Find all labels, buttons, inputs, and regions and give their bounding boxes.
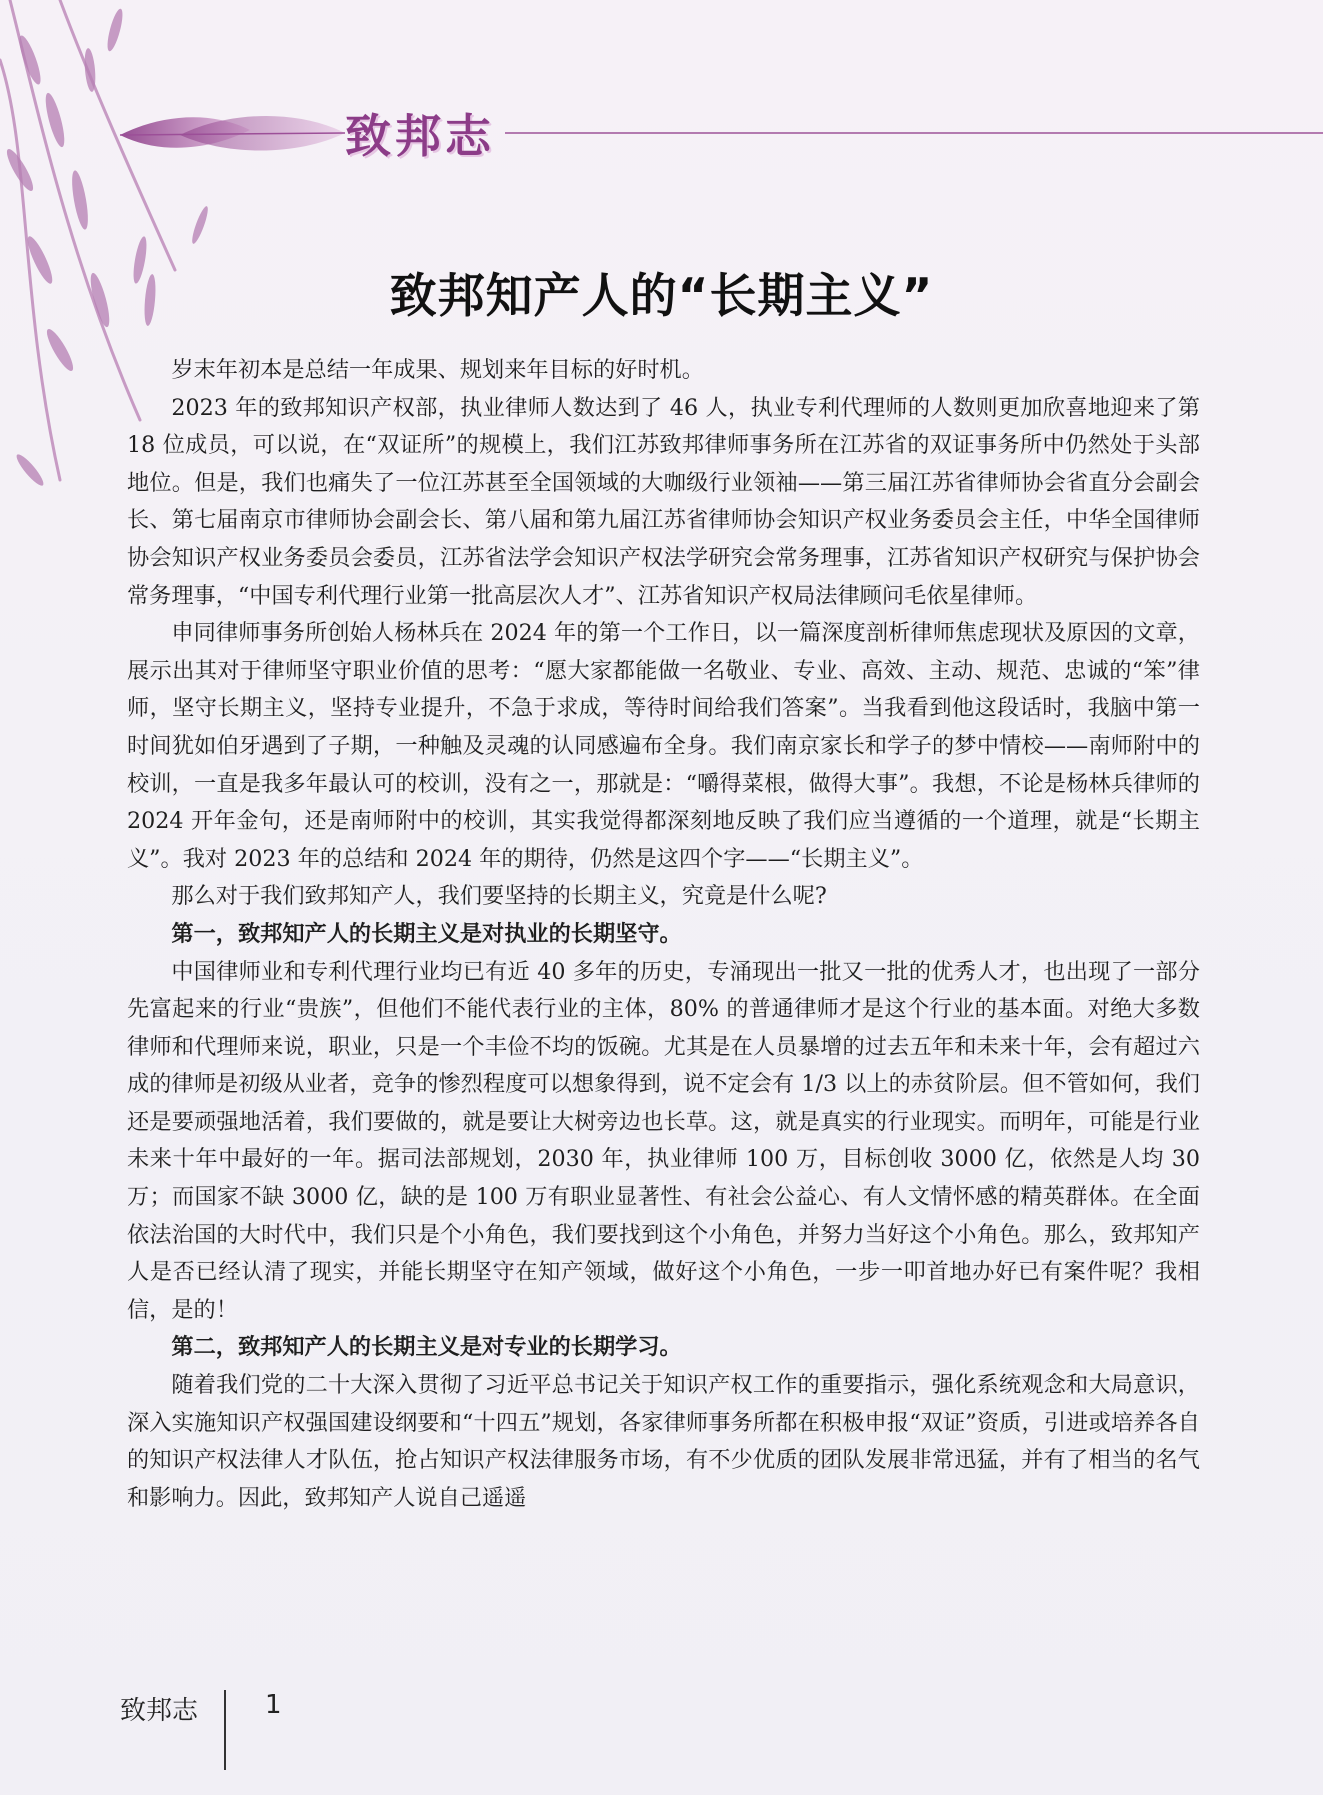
header-divider xyxy=(505,132,1323,134)
paragraph: 中国律师业和专利代理行业均已有近 40 多年的历史，专涌现出一批又一批的优秀人才，也出现了一部分先富起来的行业“贵族”，但他们不能代表行业的主体，80% 的普通律师才是这个行业的基本面。对绝大多数律师和代理师来说，职业，只是一个丰俭不均的饭碗。尤其是在人员暴增的过去五年和未来十年，会有超过六成的律师是初级从业者，竞争的惨烈程度可以想象得到，说不定会有 1/3 以上的赤贫阶层。但不管如何，我们还是要顽强地活着，我们要做的，就是要让大树旁边也长草。这，就是真实的行业现实。而明年，可能是行业未来十年中最好的一年。据司法部规划，2030 年，执业律师 100 万，目标创收 3000 亿，依然是人均 30 万；而国家不缺 3000 亿，缺的是 100 万有职业显著性、有社会公益心、有人文情怀感的精英群体。在全面依法治国的大时代中，我们只是个小角色，我们要找到这个小角色，并努力当好这个小角色。那么，致邦知产人是否已经认清了现实，并能长期坚守在知产领域，做好这个小角色，一步一叩首地办好已有案件呢？我相信，是的！ xyxy=(127,958,1200,1323)
magazine-brand: 致邦志 xyxy=(345,109,495,163)
footer-divider xyxy=(224,1690,226,1770)
footer-brand: 致邦志 xyxy=(120,1696,199,1726)
page-number: 1 xyxy=(265,1690,282,1720)
article-title: 致邦知产人的“长期主义” xyxy=(389,269,934,325)
article-body xyxy=(127,352,1200,1517)
lotus-petal-icon xyxy=(120,105,350,165)
paragraph: 那么对于我们致邦知产人，我们要坚持的长期主义，究竟是什么呢? xyxy=(171,883,827,910)
paragraph: 岁末年初本是总结一年成果、规划来年目标的好时机。 xyxy=(171,357,704,383)
paragraph: 随着我们党的二十大深入贯彻了习近平总书记关于知识产权工作的重要指示，强化系统观念和大局意识，深入实施知识产权强国建设纲要和“十四五”规划，各家律师事务所都在积极申报“双证”资质，引进或培养各自的知识产权法律人才队伍，抢占知识产权法律服务市场，有不少优质的团队发展非常迅猛，并有了相当的名气和影响力。因此，致邦知产人说自己遥遥 xyxy=(127,1372,1200,1511)
section-heading: 第二，致邦知产人的长期主义是对专业的长期学习。 xyxy=(171,1334,682,1361)
paragraph: 2023 年的致邦知识产权部，执业律师人数达到了 46 人，执业专利代理师的人数则更加欣喜地迎来了第 18 位成员，可以说，在“双证所”的规模上，我们江苏致邦律师事务所在江苏省的双证事务所中仍然处于头部地位。但是，我们也痛失了一位江苏甚至全国领域的大咖级行业领袖——第三届江苏省律师协会省直分会副会长、第七届南京市律师协会副会长、第八届和第九届江苏省律师协会知识产权业务委员会主任，中华全国律师协会知识产权业务委员会委员，江苏省法学会知识产权法学研究会常务理事，江苏省知识产权研究与保护协会常务理事，“中国专利代理行业第一批高层次人才”、江苏省知识产权局法律顾问毛依星律师。 xyxy=(127,394,1200,609)
section-heading: 第一，致邦知产人的长期主义是对执业的长期坚守。 xyxy=(171,920,682,947)
paragraph: 申同律师事务所创始人杨林兵在 2024 年的第一个工作日，以一篇深度剖析律师焦虑现状及原因的文章，展示出其对于律师坚守职业价值的思考：“愿大家都能做一名敬业、专业、高效、主动、规范、忠诚的“笨”律师，坚守长期主义，坚持专业提升，不急于求成，等待时间给我们答案”。当我看到他这段话时，我脑中第一时间犹如伯牙遇到了子期，一种触及灵魂的认同感遍布全身。我们南京家长和学子的梦中情校——南师附中的校训，一直是我多年最认可的校训，没有之一，那就是：“嚼得菜根，做得大事”。我想，不论是杨林兵律师的 2024 开年金句，还是南师附中的校训，其实我觉得都深刻地反映了我们应当遵循的一个道理，就是“长期主义”。我对 2023 年的总结和 2024 年的期待，仍然是这四个字——“长期主义”。 xyxy=(127,620,1200,872)
